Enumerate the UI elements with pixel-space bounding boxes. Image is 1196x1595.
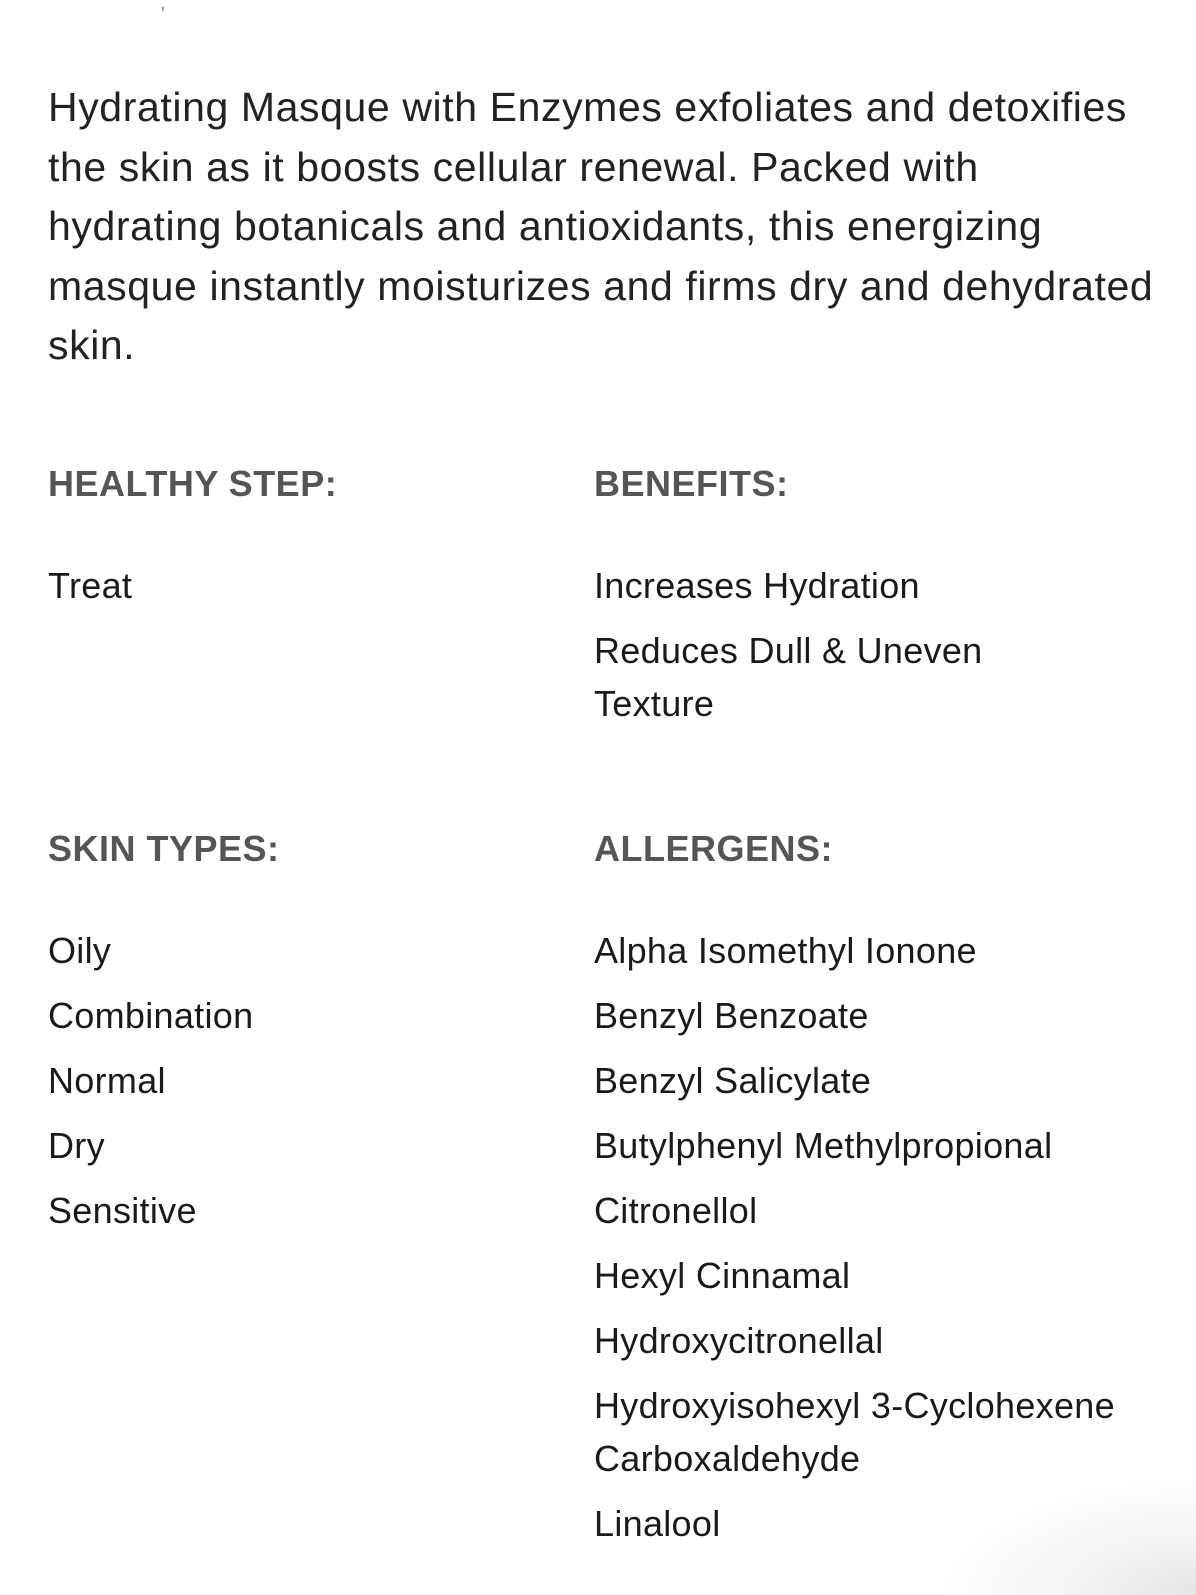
healthy-step-list: [48, 559, 588, 624]
product-description: Hydrating Masque with Enzymes exfoliates and detoxifies the skin as it boosts cellular renewal. Packed with hydrating botanicals and antioxidants, this energizing masque instantly moisturizes and firms dry and dehydrated skin.: [48, 84, 1154, 368]
list-item: Butylphenyl Methylpropional: [594, 1125, 1053, 1166]
healthy-step-section: [48, 462, 588, 606]
skin-types-section: [48, 827, 588, 1231]
list-item: Benzyl Salicylate: [594, 1060, 872, 1101]
skin-types-heading: SKIN TYPES:: [48, 828, 280, 869]
allergens-heading: ALLERGENS:: [594, 828, 833, 869]
list-item: Treat: [48, 565, 133, 606]
list-item: Hydroxycitronellal: [594, 1320, 884, 1361]
list-item: Hydroxyisohexyl 3-Cyclohexene Carboxaldehyde: [594, 1385, 1115, 1479]
list-item: Citronellol: [594, 1190, 758, 1231]
list-item: Hexyl Cinnamal: [594, 1255, 851, 1296]
list-item: Linalool: [594, 1503, 721, 1544]
benefits-list: [594, 559, 1134, 742]
list-item: Dry: [48, 1125, 105, 1166]
list-item: Reduces Dull & Uneven Texture: [594, 630, 983, 724]
list-item: Sensitive: [48, 1190, 197, 1231]
benefits-heading: BENEFITS:: [594, 463, 789, 504]
list-item: Combination: [48, 995, 254, 1036]
allergens-section: [594, 827, 1174, 1544]
list-item: Normal: [48, 1060, 166, 1101]
list-item: Alpha Isomethyl Ionone: [594, 930, 977, 971]
skin-types-list: [48, 924, 588, 1249]
list-item: Benzyl Benzoate: [594, 995, 869, 1036]
cropped-text-fragment: ,: [160, 0, 166, 14]
list-item: Increases Hydration: [594, 565, 920, 606]
healthy-step-heading: HEALTHY STEP:: [48, 463, 338, 504]
allergens-list: [594, 924, 1174, 1562]
benefits-section: [594, 462, 1134, 724]
list-item: Oily: [48, 930, 112, 971]
